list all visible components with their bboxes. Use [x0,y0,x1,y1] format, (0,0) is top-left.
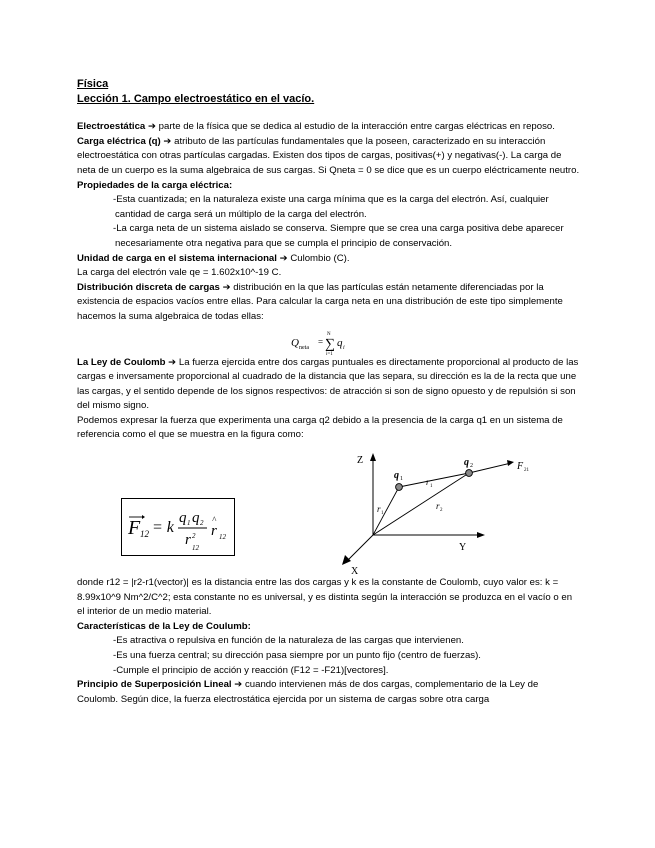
x-axis [347,535,373,561]
f21-label: F [517,461,524,473]
q2-label: q [464,457,469,469]
svg-text:12: 12 [140,529,149,540]
svg-text:12: 12 [192,544,199,553]
svg-text:12: 12 [219,533,226,542]
svg-text:2: 2 [470,463,473,470]
svg-text:q: q [192,510,200,527]
svg-text:r: r [211,523,217,540]
svg-text:^: ^ [212,515,216,526]
paragraph-electroestatica: Electroestática ➔ parte de la física que se dedica al estudio de la interacción entre cargas eléctricas en reposo. [77,121,555,133]
svg-text:1: 1 [381,511,384,517]
arrow-icon: ➔ [168,356,177,368]
coulomb-formula [121,498,235,556]
paragraph-distribucion: Distribución discreta de cargas ➔ distribución en la que las partículas están netamente diferenciadas por la existencia de espacios vacíos entre ellas. Para calcular la carga neta en una distribución de este tipo simplemente hacemos la suma algebraica de todas ellas: [77,281,563,322]
svg-text:neta: neta [299,344,309,351]
coulomb-formula-svg [122,499,234,555]
svg-text:2: 2 [440,508,443,514]
svg-text:i=1: i=1 [326,351,333,356]
list-item: -Es una fuerza central; su dirección pasa siempre por un punto fijo (centro de fuerzas). [113,650,481,662]
arrow-icon: ➔ [222,281,231,293]
svg-text:1: 1 [430,484,433,490]
doc-lesson-title: Lección 1. Campo electroestático en el vacío. [77,92,315,105]
heading-propiedades: Propiedades de la carga eléctrica: [77,179,233,191]
paragraph-superposicion: Principio de Superposición Lineal ➔ cuando intervienen más de dos cargas, complementario de la Ley de Coulomb. Según dice, la fuerza electrostática ejercida por un sistema de cargas sobre otra carga [77,679,539,705]
equation-qneta-svg [289,328,369,356]
arrow-icon: ➔ [234,679,243,691]
r12-label: r [426,477,430,488]
svg-text:i: i [343,344,345,351]
doc-subject: Física [77,78,109,90]
document-page [77,77,581,707]
figure-row [77,443,581,576]
list-item: -La carga neta de un sistema aislado se conserva. Siempre que se crea una carga positiva debe aparecer necesariamente otra negativa para que se cumpla el principio de conservación. [113,223,564,249]
svg-text:q: q [179,510,187,527]
svg-text:q: q [337,336,343,349]
svg-text:2: 2 [200,519,204,528]
list-item: -Cumple el principio de acción y reacción (F12 = -F21)[vectores]. [113,664,389,676]
charge-q2 [466,470,473,477]
r1-label: r [377,504,381,515]
x-axis-label: X [351,566,359,577]
list-item: -Esta cuantizada; en la naturaleza existe una carga mínima que es la carga del electrón. Así, cualquier cantidad de carga será un múltiplo de la carga del electrón. [113,194,549,220]
list-item: -Es atractiva o repulsiva en función de la naturaleza de las cargas que intervienen. [113,635,464,647]
arrow-icon: ➔ [163,135,172,147]
paragraph-expresion-fuerza: Podemos expresar la fuerza que experimenta una carga q2 debido a la presencia de la carga q1 en un sistema de referencia como el que se muestra en la figura como: [77,414,563,441]
paragraph-carga-electron: La carga del electrón vale qe = 1.602x10^-19 C. [77,267,282,279]
svg-text:= k: = k [152,519,174,537]
svg-text:Q: Q [291,336,299,349]
svg-text:1: 1 [400,476,403,483]
equation-qneta [77,328,581,356]
svg-text:1: 1 [187,519,191,528]
f21-vector [469,463,511,473]
z-axis-label: Z [357,455,364,467]
charges-vector-diagram [333,443,553,576]
svg-text:∑: ∑ [325,336,335,352]
arrow-icon: ➔ [279,252,288,264]
paragraph-carga-electrica: Carga eléctrica (q) ➔ atributo de las partículas fundamentales que la poseen, caracterizado en su interacción electroestática con otras partículas cargadas. Existen dos tipos de cargas, positivas(+) y negativas(-). La carga de neta de un cuerpo es la suma algebraica de sus cargas. Si Qneta = 0 se dice que es un cuerpo eléctricamente neutro. [77,135,580,176]
heading-caracteristicas: Características de la Ley de Coulumb: [77,620,251,632]
svg-text:r: r [185,532,191,549]
svg-text:N: N [327,331,331,337]
r2-label: r [436,501,440,512]
svg-text:2: 2 [192,532,196,541]
svg-text:21: 21 [524,468,529,474]
y-axis-label: Y [459,542,467,554]
paragraph-ley-coulomb: La Ley de Coulomb ➔ La fuerza ejercida entre dos cargas puntuales es directamente proporcional al producto de las cargas e inversamente proporcional al cuadrado de la distancia que las separa, su dirección es la de la recta que une las cargas, y el sentido depende de los signos respectivos: de atracción si son de signo opuesto y de repulsión si son del mismo signo. [77,356,579,412]
paragraph-unidad: Unidad de carga en el sistema internacional ➔ Culombio (C). [77,252,350,264]
paragraph-donde-r12: donde r12 = |r2-r1(vector)| es la distancia entre las dos cargas y k es la constante de Coulomb, cuyo valor es: k = 8.99x10^9 Nm^2/C^2; esta constante no es universal, y es distinta según la interacción se produzca en el vacío o en el interior de un medio material. [77,577,573,618]
q1-label: q [394,470,399,482]
arrow-icon: ➔ [147,121,156,133]
svg-text:F: F [128,517,141,540]
charge-q1 [396,484,403,491]
svg-text:=: = [318,336,324,347]
